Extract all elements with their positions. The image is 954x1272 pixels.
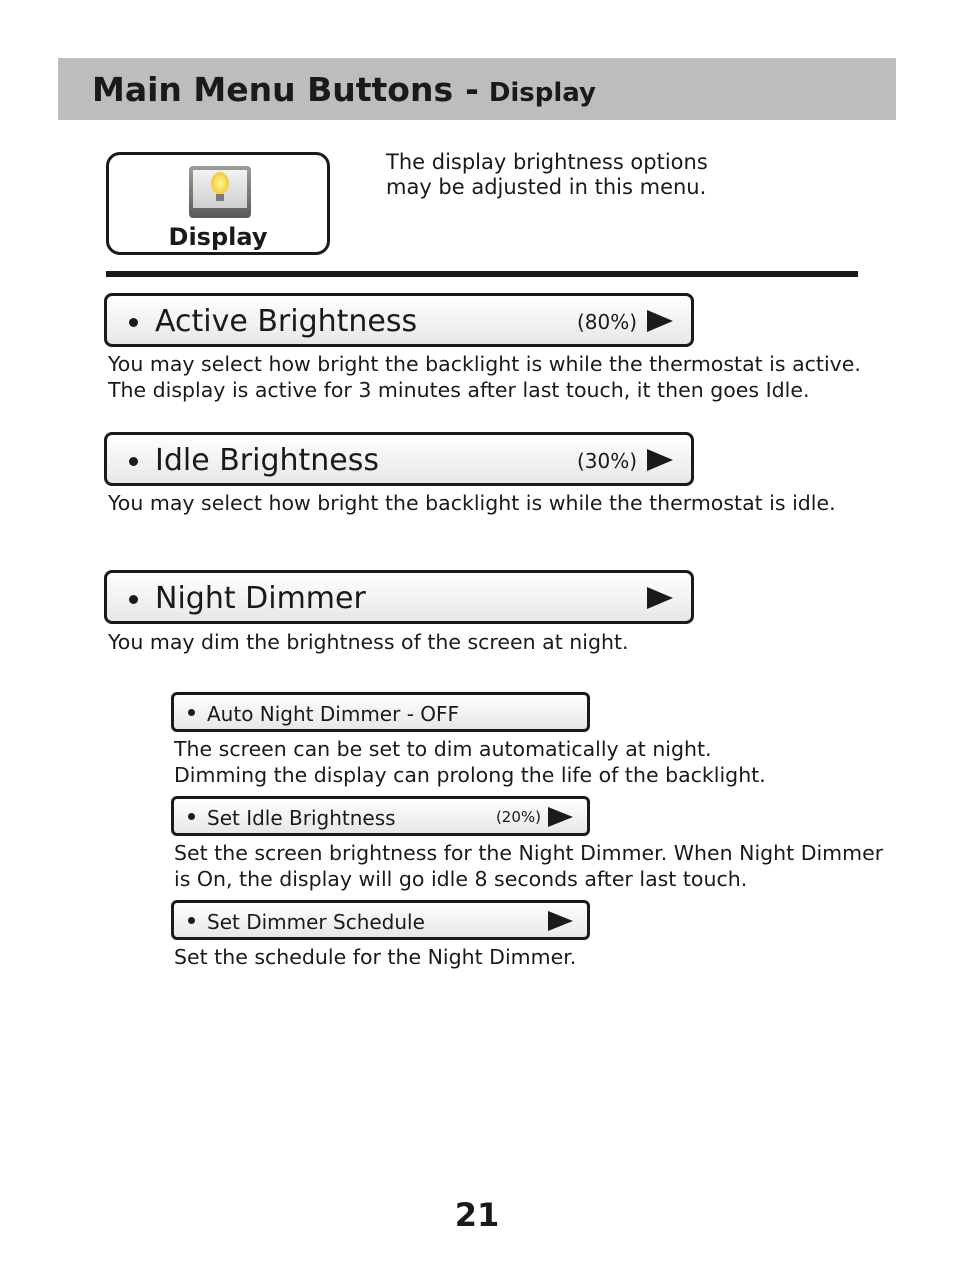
idle-brightness-description — [108, 490, 836, 516]
display-button-label: Display — [168, 223, 268, 251]
description-line: The screen can be set to dim automatically at night. — [174, 737, 712, 761]
set-dimmer-schedule-label: Set Dimmer Schedule — [207, 910, 425, 934]
bullet-icon — [188, 813, 195, 820]
bullet-icon — [129, 457, 138, 466]
page-subtitle: Display — [488, 78, 596, 108]
display-menu-button[interactable] — [106, 152, 330, 255]
lightbulb-monitor-icon — [189, 166, 251, 218]
play-arrow-icon — [647, 449, 673, 471]
idle-brightness-button[interactable] — [104, 432, 694, 486]
play-arrow-icon — [548, 911, 573, 931]
idle-brightness-value: (30%) — [576, 449, 637, 473]
night-dimmer-description — [108, 629, 629, 655]
set-dimmer-schedule-button[interactable] — [171, 900, 590, 940]
play-arrow-icon — [647, 587, 673, 609]
section-divider — [106, 271, 858, 277]
description-line: The display is active for 3 minutes after last touch, it then goes Idle. — [108, 378, 810, 402]
description-line: Set the schedule for the Night Dimmer. — [174, 945, 577, 969]
intro-line: may be adjusted in this menu. — [386, 175, 707, 199]
active-brightness-label: Active Brightness — [155, 304, 418, 339]
description-line: is On, the display will go idle 8 seconds after last touch. — [174, 867, 748, 891]
auto-night-dimmer-toggle[interactable] — [171, 692, 590, 732]
page-number: 21 — [454, 1196, 500, 1234]
description-line: You may select how bright the backlight is while the thermostat is idle. — [108, 491, 836, 515]
night-dimmer-label: Night Dimmer — [155, 581, 366, 616]
set-idle-brightness-label: Set Idle Brightness — [207, 806, 396, 830]
description-line: Set the screen brightness for the Night Dimmer. When Night Dimmer — [174, 841, 884, 865]
auto-night-dimmer-description — [174, 736, 766, 788]
active-brightness-value: (80%) — [576, 310, 637, 334]
bullet-icon — [129, 595, 138, 604]
active-brightness-description — [108, 351, 861, 403]
play-arrow-icon — [647, 310, 673, 332]
bullet-icon — [188, 917, 195, 924]
set-idle-brightness-value: (20%) — [495, 808, 541, 826]
bullet-icon — [188, 709, 195, 716]
set-idle-brightness-button[interactable] — [171, 796, 590, 836]
title-separator: - — [465, 70, 479, 109]
idle-brightness-label: Idle Brightness — [155, 443, 380, 478]
night-dimmer-button[interactable] — [104, 570, 694, 624]
auto-night-dimmer-label: Auto Night Dimmer - OFF — [207, 702, 460, 726]
page-title — [92, 70, 596, 109]
active-brightness-button[interactable] — [104, 293, 694, 347]
play-arrow-icon — [548, 807, 573, 827]
page-title-main: Main Menu Buttons — [92, 70, 454, 109]
set-idle-brightness-description — [174, 840, 883, 892]
description-line: Dimming the display can prolong the life of the backlight. — [174, 763, 766, 787]
set-dimmer-schedule-description — [174, 944, 576, 970]
intro-line: The display brightness options — [386, 150, 708, 174]
description-line: You may dim the brightness of the screen at night. — [108, 630, 629, 654]
description-line: You may select how bright the backlight is while the thermostat is active. — [108, 352, 861, 376]
bullet-icon — [129, 318, 138, 327]
intro-text — [386, 150, 786, 200]
